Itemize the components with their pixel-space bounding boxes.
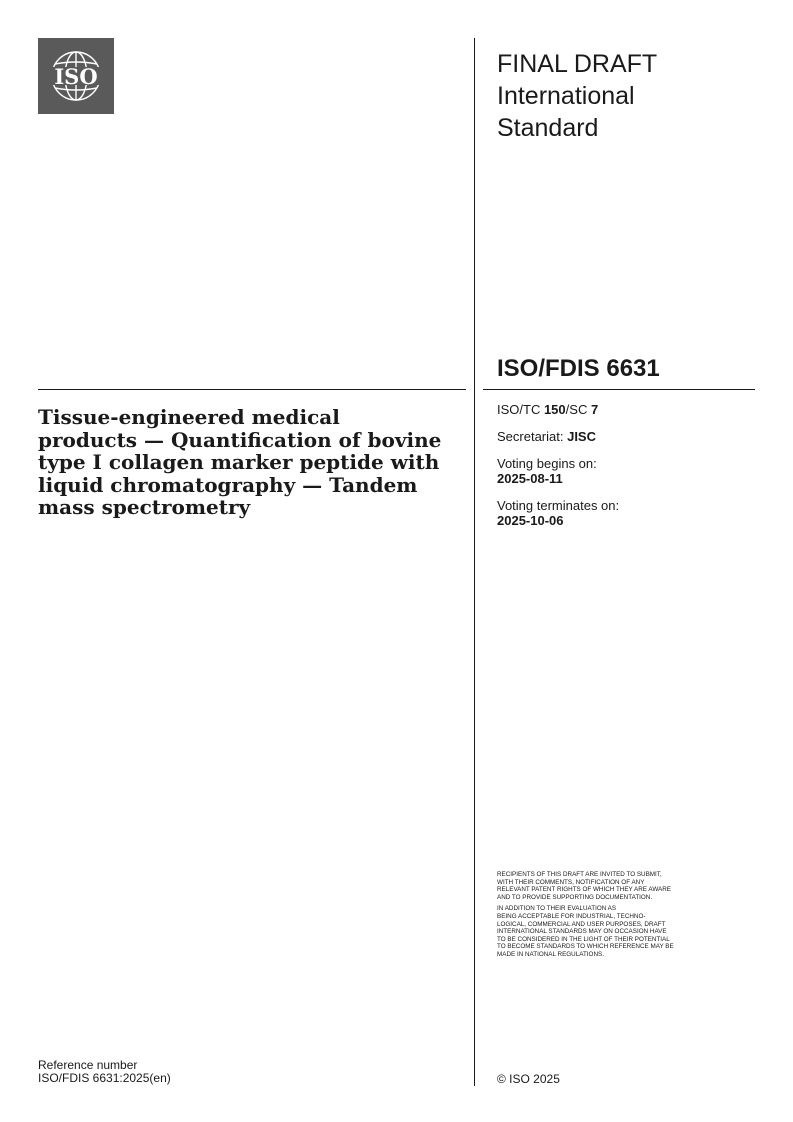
voting-terminates-date: 2025-10-06	[497, 513, 564, 528]
committee-sc: 7	[590, 402, 599, 417]
secretariat-label: Secretariat:	[497, 429, 568, 444]
title-line: Tissue-engineered medical	[38, 405, 340, 429]
left-horizontal-divider	[38, 389, 466, 390]
committee-prefix: ISO/TC	[497, 402, 544, 417]
notice-line: BEING ACCEPTABLE FOR INDUSTRIAL, TECHNO-	[497, 912, 646, 920]
globe-icon	[38, 38, 114, 114]
secretariat	[497, 429, 755, 444]
heading-line: International	[497, 82, 635, 110]
heading-line: Standard	[497, 114, 599, 142]
copyright: © ISO 2025	[497, 1072, 560, 1086]
document-number: ISO/FDIS 6631	[497, 355, 660, 382]
notice-line: RELEVANT PATENT RIGHTS OF WHICH THEY ARE AWARE	[497, 886, 672, 894]
notice-line: INTERNATIONAL STANDARDS MAY ON OCCASION HAVE	[497, 928, 667, 936]
notice-line: WITH THEIR COMMENTS, NOTIFICATION OF ANY	[497, 878, 645, 886]
title-line: products — Quantification of bovine	[38, 427, 442, 452]
notice-line: LOGICAL, COMMERCIAL AND USER PURPOSES, DRAFT	[497, 920, 666, 928]
title-line: liquid chromatography — Tandem	[38, 472, 418, 497]
secretariat-value: JISC	[567, 429, 596, 444]
reference-value: ISO/FDIS 6631:2025(en)	[38, 1071, 171, 1085]
heading-line: FINAL DRAFT	[497, 50, 658, 78]
notice-paragraph-1	[497, 871, 757, 901]
title-line: mass spectrometry	[38, 495, 251, 519]
committee-separator: /SC	[565, 402, 591, 417]
notice-line: AND TO PROVIDE SUPPORTING DOCUMENTATION.	[497, 893, 653, 901]
voting-begins-label: Voting begins on:	[497, 456, 597, 471]
vertical-divider	[474, 38, 475, 1086]
iso-logo	[38, 38, 114, 114]
committee-tc: 150	[543, 402, 566, 417]
committee	[497, 402, 755, 417]
logo-text: ISO	[54, 64, 98, 89]
voting-terminates-label: Voting terminates on:	[497, 498, 620, 513]
document-title	[38, 406, 458, 519]
notice-line: MADE IN NATIONAL REGULATIONS.	[497, 950, 604, 958]
reference-number	[38, 1059, 171, 1085]
title-line: type I collagen marker peptide with	[38, 450, 440, 474]
notice-line: TO BECOME STANDARDS TO WHICH REFERENCE MAY BE	[497, 943, 674, 951]
document-status-heading	[497, 48, 757, 144]
reference-label: Reference number	[38, 1058, 138, 1072]
notice-line: TO BE CONSIDERED IN THE LIGHT OF THEIR POTENTIAL	[497, 935, 670, 943]
notice-line: IN ADDITION TO THEIR EVALUATION AS	[497, 905, 617, 913]
document-metadata	[497, 402, 755, 528]
right-horizontal-divider	[483, 389, 755, 390]
voting-begins-date: 2025-08-11	[497, 471, 563, 486]
notice-paragraph-2	[497, 905, 757, 958]
notice-line: RECIPIENTS OF THIS DRAFT ARE INVITED TO SUBMIT,	[497, 871, 662, 878]
draft-notice	[497, 871, 757, 963]
